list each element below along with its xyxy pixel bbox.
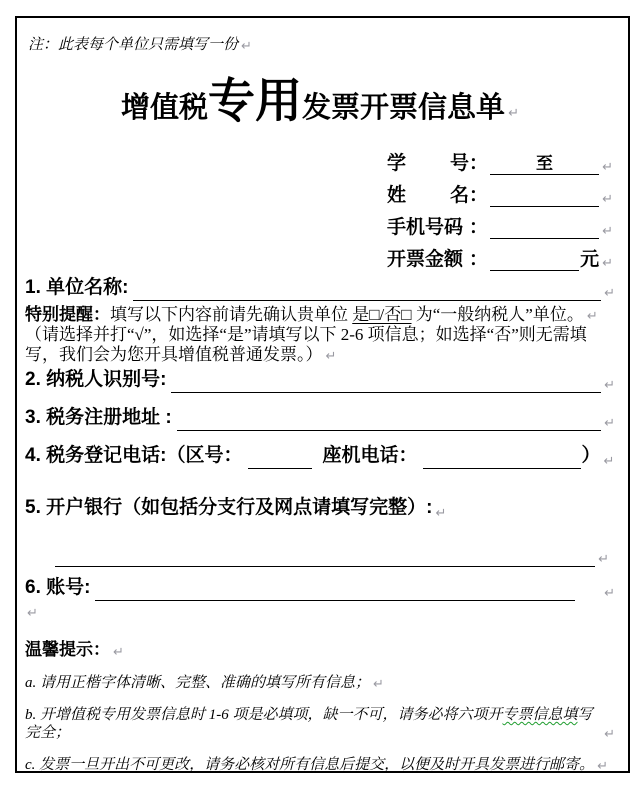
company-name-blank[interactable] (133, 278, 601, 301)
paragraph-mark-icon: ↵ (508, 105, 519, 120)
header-fields (387, 143, 613, 271)
name-row: 姓 名 ： ↵ (387, 175, 613, 207)
bank-blank[interactable] (55, 544, 595, 567)
tip-b-text: b. 开增值税专用发票信息时 1-6 项是必填项，缺一不可，请务必将六项开专票信息填写完全； (25, 707, 593, 741)
yes-no-checkboxes[interactable]: 是□/否□ (352, 305, 412, 324)
reminder-lead: 特别提醒： (25, 305, 110, 324)
document-border (15, 16, 630, 773)
item-company-name: 1. 单位名称: ↵ (25, 277, 615, 300)
paragraph-mark-icon: ↵ (603, 453, 615, 468)
paragraph-mark-icon: ↵ (604, 377, 615, 392)
paragraph-mark-icon: ↵ (604, 415, 615, 430)
paragraph-mark-icon: ↵ (598, 551, 609, 566)
paragraph-mark-icon: ↵ (597, 758, 609, 773)
amount-unit: 元 (580, 249, 600, 270)
paragraph-mark-icon: ↵ (325, 348, 337, 363)
paragraph-mark-icon: ↵ (241, 38, 252, 53)
mobile-row: 手机号码 ： ↵ (387, 207, 613, 239)
mobile-blank[interactable] (490, 218, 599, 239)
top-note (28, 33, 615, 54)
paragraph-mark-icon: ↵ (586, 308, 598, 323)
area-code-blank[interactable] (248, 446, 312, 469)
name-blank[interactable] (490, 186, 599, 207)
paragraph-mark-icon: ↵ (604, 285, 615, 300)
tip-c: c. 发票一旦开出不可更改，请务必核对所有信息后提交，以便及时开具发票进行邮寄。 ↵ (25, 757, 609, 773)
name-label: 姓 名 (387, 185, 469, 206)
paragraph-mark-icon: ↵ (604, 585, 615, 600)
title-suffix: 发票开票信息单 (302, 92, 506, 124)
amount-row: 开票金额 ： 元 ↵ (387, 239, 613, 271)
paragraph-mark-icon: ↵ (602, 255, 613, 270)
item-tax-address: 3. 税务注册地址 : ↵ (25, 407, 615, 430)
student-id-row: 学 号 ： 至 ↵ (387, 143, 613, 175)
paragraph-mark-icon: ↵ (604, 726, 615, 741)
landline-blank[interactable] (423, 446, 581, 469)
title-prefix: 增值税 (121, 92, 209, 124)
paragraph-mark-icon: ↵ (602, 191, 613, 206)
top-note-text: 注：此表每个单位只需填写一份 (28, 37, 239, 53)
empty-paragraph (25, 605, 615, 621)
paragraph-mark-icon: ↵ (435, 505, 447, 520)
amount-label: 开票金额 (387, 249, 464, 270)
reminder-paren-note: （请选择并打“√”，如选择“是”请填写以下 2-6 项信息；如选择“否”则无需填写，我们会为您开具增值税普通发票。） (25, 325, 587, 364)
form-title (25, 64, 615, 131)
paragraph-mark-icon: ↵ (373, 676, 384, 691)
close-paren: ） (581, 445, 601, 466)
paragraph-mark-icon: ↵ (113, 644, 124, 659)
item-account: 6. 账号: ↵ (25, 577, 615, 600)
account-blank[interactable] (95, 578, 575, 601)
paragraph-mark-icon: ↵ (27, 605, 38, 620)
amount-blank[interactable] (490, 250, 579, 271)
paragraph-mark-icon: ↵ (602, 223, 613, 238)
tip-a: a. 请用正楷字体清晰、完整、准确的填写所有信息； ↵ (25, 675, 384, 691)
tips-heading: 温馨提示： ↵ (25, 640, 124, 659)
item-tax-phone: 4. 税务登记电话: （区号： 座机电话： ） ↵ (25, 445, 615, 468)
tip-b (25, 706, 615, 742)
paragraph-mark-icon: ↵ (602, 159, 613, 174)
area-code-label: （区号： (166, 445, 243, 466)
spellcheck-underline: 专票信息填 (502, 707, 578, 723)
student-id-blank[interactable]: 至 (490, 154, 599, 175)
taxpayer-id-blank[interactable] (171, 370, 601, 393)
item-taxpayer-id: 2. 纳税人识别号: ↵ (25, 369, 615, 392)
tax-address-blank[interactable] (177, 408, 601, 431)
mobile-label: 手机号码 (387, 217, 464, 238)
student-id-label: 学 号 (387, 153, 469, 174)
landline-label: 座机电话： (322, 445, 418, 466)
item-bank: 5. 开户银行（如包括分支行及网点请填写完整）: ↵ (25, 497, 447, 520)
title-emphasis: 专用 (208, 76, 303, 128)
special-reminder: 特别提醒：填写以下内容前请先确认贵单位 是□/否□ 为“一般纳税人”单位。 ↵ （请选择并打“√”，如选择“是”请填写以下 2-6 项信息；如选择“否”则无需填写，我们会为您开具增值税普通发票。） ↵ (25, 305, 598, 364)
bank-blank-row (55, 543, 609, 567)
